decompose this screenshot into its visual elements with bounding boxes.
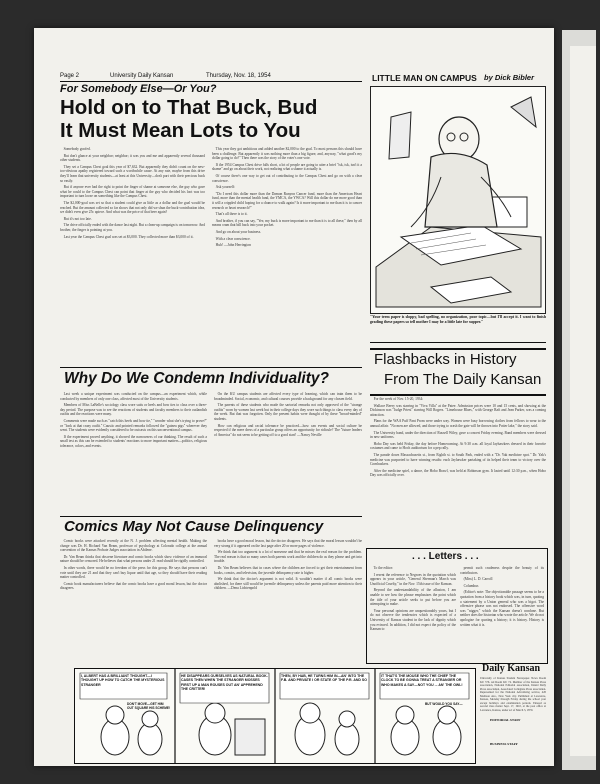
e3c2-paragraph: We think that the doctor's argument is not valid. It wouldn't matter if all comic books were abolished, for there still would be juvenile delinquency unless the parents paid more attention to their children. —Dena Lichtenpold [214,577,362,591]
comic-byline: by Dick Bibler [484,73,535,82]
e2c1-paragraph: Last week a unique experiment was conducted on the campus—an experiment which, while conducted by members of only one class, affected most of the University students. [60,392,207,401]
lc2-paragraph: (Miss) L. D. Carroll [460,577,493,582]
e3c1-paragraph: Dr. Van Beam thinks that obscene literature and comic books which show violence of an immoral nature should be censored. He believes that what persons under 21 read should be rigidly controlled. [60,554,207,564]
professor-cartoon [371,87,545,313]
e1c1-paragraph: They set a Campus Chest goal this year of $7,632. But apparently they didn't count on the new-too-obvious apathy registered toward such a worthwhile cause. At any rate, maybe from this drive they'll learn that university students—at least at this University—don't part with their precious buck so easily. [60,164,205,183]
e3c2-paragraph: books have a good moral lesson, but the doctor disagrees. He says that the moral lesson wouldn't be very strong if it appeared on the last page after 20 or more pages of violence. [214,539,362,548]
masthead-rule [60,81,362,82]
e1c1-paragraph: But don't glance at your neighbor; neighbor; it was you and me and apparently several thousand other students. [60,153,205,163]
strip-panel-4-balloon: IT THAT'S THE MOUSE WHO THE CHIEF THE CLOCK TO BE GONNA TREAT A STRANGER OR WHO MAKES A SAY—NOT YOU ... AN' THE OWL! [381,674,463,687]
fbcol-paragraph: For the week of Nov. 15-20, 1934: [370,397,424,401]
strip-panel-2-balloon: HE DISAPPEARS OURSELVES AS NATURAL BOOK-CASES THEN WHEN THE STRANGER MOSSES FIRST UP A MAN ROUSES OUT AN' APPREHEND THE CRITTER! [181,674,268,692]
e1c2-paragraph: With a clear conscience. [212,236,251,241]
editorial1-headline-1: Hold on to That Buck, Bud [60,96,318,119]
letters-column-2 [460,566,544,660]
e1c1-paragraph: The $2,000-goal was set so that a student could give as little as a dollar and the goal would be reached. But the amount collected so far shows that not only did we shun the buck-contribution idea, we didn't even give 25c apiece. And what was the price of that beer again? [60,200,205,215]
flashbacks-column [370,397,546,545]
business-staff-label: BUSINESS STAFF [490,742,518,746]
newspaper-page [34,28,554,766]
editorial1-headline-2: It Must Mean Lots to You [60,119,301,142]
editorial3-column-1 [60,539,207,661]
comic-strip [74,668,476,764]
editorial2-column-1 [60,392,207,514]
lc2-paragraph: permit such crudeness despite the beauty of its contributors. [460,566,544,575]
lc2-paragraph: Columbus [460,583,479,588]
e3c1-paragraph: Comic books were attacked recently at the N. J. problem affecting mental health. Making the charge was Dr. H. Richard Van Beam, professor of psychology at Colorado college at the annual convention of the Kansas Probate Judges association in Abilene. [60,539,207,553]
comic-drawing [370,86,546,314]
editorial1-column-2 [212,147,362,365]
e1c1-paragraph: Somebody goofed. [60,147,91,151]
lc1-paragraph: I resent the reference to Negroes in the quotation which appears in your article, "General Sherman's March was Unofficial Cruelty," in the Nov. 15th issue of the Kansan. [370,572,456,586]
e1c2-paragraph: And brother, if you can say, "Yes; my buck is more important to me than it is to all these," then by all means cram that bill back into your pocket. [212,218,362,228]
e2c1-paragraph: Comments were made such as "catch this heels and bow tie," "wonder what she's trying to prove?" or "look at that crazy outfit." Caustic and pointed remarks followed the "guinea pigs" wherever they went. The students were evidently considered to be outcasts on this unconventional campus. [60,418,207,433]
letters-heading: . . . Letters . . . [412,551,479,562]
letters-column-1 [370,566,456,660]
lc2-paragraph: (Editor's note: The objectionable passage seems to be a quotation from a history book which was, in turn, quoting a statement by a Union general who was a bigot. The offensive phrase was not endorsed. The offensive word was "nigger," which the Kansan doesn't condone. But neither does the historian who wrote the article. We do not apologize for quoting a history; it is history. History is written what it is. [460,590,544,627]
kansan-masthead-box [480,664,546,764]
e1c2-paragraph: Ask yourself: [212,185,236,190]
flashbacks-headline-2: From The Daily Kansan [384,371,542,388]
fbcol-paragraph: After the medicine spiel, a dance, the Hobo Brawl, was held at Robinson gym. It lasted until 12:30 p.m., when Hobo Day was officially over. [370,468,546,478]
kansan-description: University of Kansas Student Newspaper. News Room KU 376. Ad Room KU 74. Member of the Kansas Press association, National Editorial association, Inland Daily Press association, Associated Collegiate Press association. Represented for the National Advertising service, 420 Madison Ave., New York city. Published at Lawrence, Kansas, Monday through Friday during the school year except holidays and examination periods. Entered as second class matter Sept. 17, 1910, at the post office at Lawrence, Kansas, under act of March 3, 1879. [480,677,546,712]
comic-title: LITTLE MAN ON CAMPUS [372,73,477,83]
e2c2-paragraph: How can religious and racial tolerance be practiced—how can events and social culture be respected if the mere dress of a particular group offers an opportunity for ridicule? The "future leaders of America" do not seem to be getting off to a good start! —Nancy Neville [214,423,362,437]
fbcol-paragraph: Plans for the WAA Puff Pant Prom were under way. Women were busy borrowing clothes from fellows to wear to the annual affair. "No men are allowed, and those trying to crash the gate will be thrown into Potter lake," the story said. [370,419,546,428]
e2c1-paragraph: If the experiment proved anything, it showed the narrowness of our thinking. The result of such a small test as this can be extended to students' reactions to more important matters—politics, religious tolerance, colors, and events. [60,434,207,448]
e3c1-paragraph: Comic book manufacturers believe that the comic books have a good moral lesson, but the doctor disagrees. [60,581,207,591]
e1c2-paragraph: "Do I need this dollar more than the Damon Runyon Cancer fund, more than the American Heart fund, more than the mental health fund, the YMCA, the YWCA? Will this dollar do me more good than it will a crippled child hoping for a chance to walk again? Is it more important to me than it is to cancer research or heart research?" [212,191,362,210]
comic-rule [370,342,546,343]
lc1-paragraph: To the editor: [370,566,393,570]
e1c1-paragraph: But it's not too late. [60,216,92,221]
strip-panel-1-aside: DON'T MOVE—GET HIM OUT SQUARE HIS SCHEME! [127,702,171,710]
editorial2-column-2 [214,392,362,514]
adjacent-page-edge [562,30,596,770]
issue-date: Thursday, Nov. 18, 1954 [206,73,271,79]
e1c2-paragraph: If the 1954 Campus Chest drive falls short, a lot of people are going to utter a brief "tsk, tsk, isn't it a shame" and go on about their work, not realizing what a shame it actually is. [212,162,362,172]
e1c2-paragraph: Of course there's one way to get out of contributing to the Campus Chest and go on with a clear conscience. [212,173,362,183]
editorial1-column-1 [60,147,205,365]
strip-panel-3-balloon: THEN, BY HAB, HE TURNS HIM IN—AN' INTO THE F.B. AND PRIVATE I OR STATE OF THE P.R. AND SO [281,674,367,683]
e1c1-paragraph: The drive officially ended with the dance last night. But a clean-up campaign is on tomorrow. And brother, the finger is pointing at you. [60,223,205,232]
e2c2-paragraph: The parents of these students who made the sartorial remarks not only approved of the "strange outfits" worn by women last week but in their college days they wore such things to class every day of the week. But that was forgotten. Only the present habits were thought of by these "broad-minded" students. [214,403,362,421]
e3c1-paragraph: In other words, there would be no freedom of the press for this group. He says that persons can't vote until they are 21 and that they can't buy liquor until that age, so they should have their reading matter controlled. [60,565,207,580]
editorial-staff-label: EDITORIAL STAFF [490,718,521,722]
e3c2-paragraph: We think that too argument is a lot of nonsense and that he misses the real reason for the problem. The real reason is that so many cases both parents work and the children do as they please and get into trouble. [214,550,362,564]
e3c2-paragraph: Dr. Van Beam believes that in cases where the children are forced to get their entertainment from books, comics, and television, the juvenile delinquency rate is higher. [214,565,362,575]
fbcol-paragraph: Hobo Day was held Friday, the day before Homecoming. At 9:30 a.m. all loyal Jayhawkers dressed in their favorite costumes and came to Hoch auditorium for a pep rally. [370,441,546,451]
paper-name: University Daily Kansan [110,73,174,79]
e2c2-paragraph: On the KU campus students are affected every type of learning, which can train them to be broadminded. Social, economic, and cultural courses provide a background for any chosen field. [214,392,362,401]
e1c1-paragraph: Last year the Campus Chest goal was set at $3,000. They collected more than $3,000 of it. [60,234,194,239]
fbcol-paragraph: The parade down Massachusetts st., from Eighth st. to South Park, ended with a "Dr. Yak medicine spot." Dr. Yak's medicine was purported to have winning results: each Jayhawker partaking of its helped their team to victory over the Cornhuskers. [370,452,546,467]
e2c1-paragraph: Members of Miss LaBelle's sociology class wore suits or heels and bow ties to class over a three-day period. The purpose was to see the reactions of students and faculty members to their outlandish outfits and the reactions were many. [60,403,207,417]
comic-caption: "Your term paper is sloppy, bad spelling, no organization, poor topic—but I'll accept it. I want to finish grading these papers so tell mother I may be a little late for supper." [370,315,546,324]
strip-panel-1-balloon: I, ALBERT HAS A BRILLIANT THOUGHT—I THOUGHT UP HOW TO CATCH THE MYSTERIOUS STRANGER [81,674,165,687]
kansan-nameplate: Daily Kansan [482,664,541,674]
e1c1-paragraph: But if anyone ever had the right to point the finger of shame at someone else, the guy who gave what he could to the Campus Chest can point that finger at the guy who decided his loot was too important to turn loose on something like the Campus Chest. [60,185,205,199]
strip-panel-4-aside: BUT WOULD YOU SAY— [425,702,463,706]
page-number: Page 2 [60,73,80,79]
editorial3-column-2 [214,539,362,661]
e1c2-paragraph: And go on about your business. [212,229,262,234]
e1c2-paragraph: This year they got ambitious and added another $2,000 to the goal. To most persons this should have been a challenge. But apparently it was nothing more than a big figure, and, anyway, "what good's my dollar going to do?" Then there was the story of the voter's one vote. [212,147,362,161]
lc1-paragraph: Beyond the understandability of the allusion, I am unable to see how the phrase emphasizes the point which the title of your article seeks to put before you are attempting to make. [370,588,456,607]
editorial1-kicker: For Somebody Else—Or You? [60,83,217,95]
fbcol-paragraph: The University band, under the direction of Russell Wiley, gave a concert Friday evening. Band members were dressed in new uniforms. [370,430,546,440]
editorial2-headline: Why Do We Condemn Individuality? [64,370,329,387]
editorial2-rule [60,367,362,368]
fbcol-paragraph: Wallace Beery was starring in "Viva Villa" at the Patee. Admission prices were 10 and 15 cents, and showing at the Dickinson was "Judge Priest" starring Will Rogers. "Limehouse Blues," with George Raft and Jean Parker, was a coming attraction. [370,403,546,417]
lc1-paragraph: Your personal opinions are unquestionably yours, but I do not observe the tendencies which is expected of a University of Kansas student in the lack of dignity which you evinced. In addition, I did not expect the policy of the Kansan to [370,608,456,632]
flashbacks-headline-1: Flashbacks in History [374,351,517,368]
editorial3-rule [60,516,362,517]
e1c2-paragraph: Huh! —John Herrington [212,243,251,248]
e1c2-paragraph: That's all there is to it. [212,212,248,217]
editorial3-headline: Comics May Not Cause Delinquency [64,518,324,535]
